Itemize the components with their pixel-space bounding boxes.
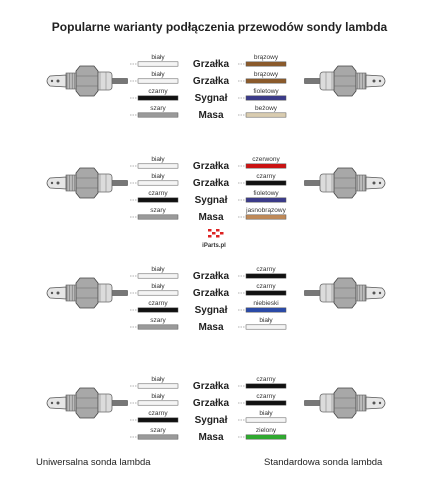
universal-wire-3-2 bbox=[130, 291, 178, 295]
universal-wire-label-3-1: biały bbox=[151, 266, 165, 273]
universal-wire-4-3 bbox=[130, 418, 178, 422]
standard-wire-label-4-2: czarny bbox=[256, 393, 276, 400]
standard-wire-label-4-3: biały bbox=[259, 410, 273, 417]
standard-wire-label-1-2: brązowy bbox=[253, 71, 279, 78]
universal-wire-label-2-1: biały bbox=[151, 156, 165, 163]
standard-wire-2-4 bbox=[238, 215, 286, 219]
standard-sensor-2 bbox=[304, 168, 385, 198]
universal-wire-3-3 bbox=[130, 308, 178, 312]
universal-wire-3-1 bbox=[130, 274, 178, 278]
iparts-logo-text: iParts.pl bbox=[202, 243, 226, 249]
universal-wire-label-2-2: biały bbox=[151, 173, 165, 180]
standard-wire-label-2-4: jasnobrązowy bbox=[246, 207, 286, 214]
universal-wire-label-4-4: szary bbox=[150, 427, 166, 434]
standard-wire-label-3-2: czarny bbox=[256, 283, 276, 290]
standard-wire-3-4 bbox=[238, 325, 286, 329]
standard-wire-4-2 bbox=[238, 401, 286, 405]
universal-wire-label-4-1: biały bbox=[151, 376, 165, 383]
standard-wire-1-2 bbox=[238, 79, 286, 83]
universal-wire-4-1 bbox=[130, 384, 178, 388]
universal-wire-2-4 bbox=[130, 215, 178, 219]
standard-wire-label-2-2: czarny bbox=[256, 173, 276, 180]
function-label-4-1: Grzałka bbox=[192, 381, 230, 392]
standard-wire-label-3-4: biały bbox=[259, 317, 273, 324]
function-label-4-2: Grzałka bbox=[192, 398, 230, 409]
universal-wire-label-1-1: biały bbox=[151, 54, 165, 61]
standard-wire-1-4 bbox=[238, 113, 286, 117]
function-label-1-1: Grzałka bbox=[192, 59, 230, 70]
universal-wire-3-4 bbox=[130, 325, 178, 329]
universal-wire-label-3-4: szary bbox=[150, 317, 166, 324]
standard-wire-1-3 bbox=[238, 96, 286, 100]
standard-sensor-1 bbox=[304, 66, 385, 96]
standard-sensor-3 bbox=[304, 278, 385, 308]
universal-wire-1-3 bbox=[130, 96, 178, 100]
standard-wire-1-1 bbox=[238, 62, 286, 66]
standard-wire-label-1-1: brązowy bbox=[253, 54, 279, 61]
function-label-2-2: Grzałka bbox=[192, 178, 230, 189]
function-label-3-3: Sygnał bbox=[194, 305, 228, 316]
standard-wire-label-1-3: fioletowy bbox=[253, 88, 279, 95]
standard-wire-3-1 bbox=[238, 274, 286, 278]
function-label-4-3: Sygnał bbox=[194, 415, 228, 426]
universal-wire-4-2 bbox=[130, 401, 178, 405]
standard-wire-label-1-4: beżowy bbox=[254, 105, 278, 112]
universal-wire-2-1 bbox=[130, 164, 178, 168]
function-label-1-3: Sygnał bbox=[194, 93, 228, 104]
standard-sensor-4 bbox=[304, 388, 385, 418]
standard-wire-3-2 bbox=[238, 291, 286, 295]
universal-wire-2-2 bbox=[130, 181, 178, 185]
function-label-4-4: Masa bbox=[198, 432, 224, 443]
standard-wire-2-1 bbox=[238, 164, 286, 168]
function-label-2-4: Masa bbox=[198, 212, 224, 223]
universal-wire-label-4-3: czarny bbox=[148, 410, 168, 417]
universal-wire-label-2-3: czarny bbox=[148, 190, 168, 197]
universal-wire-label-3-3: czarny bbox=[148, 300, 168, 307]
universal-wire-label-4-2: biały bbox=[151, 393, 165, 400]
universal-wire-1-2 bbox=[130, 79, 178, 83]
function-label-2-3: Sygnał bbox=[194, 195, 228, 206]
universal-sensor-1 bbox=[47, 66, 128, 96]
function-label-2-1: Grzałka bbox=[192, 161, 230, 172]
standard-wire-2-3 bbox=[238, 198, 286, 202]
universal-wire-label-3-2: biały bbox=[151, 283, 165, 290]
standard-wire-label-2-1: czerwony bbox=[252, 156, 280, 163]
universal-wire-label-2-4: szary bbox=[150, 207, 166, 214]
standard-wire-4-4 bbox=[238, 435, 286, 439]
standard-wire-label-4-4: zielony bbox=[255, 427, 277, 434]
standard-wire-4-3 bbox=[238, 418, 286, 422]
function-label-3-1: Grzałka bbox=[192, 271, 230, 282]
universal-wire-label-1-2: biały bbox=[151, 71, 165, 78]
universal-wire-2-3 bbox=[130, 198, 178, 202]
standard-wire-label-3-1: czarny bbox=[256, 266, 276, 273]
universal-wire-1-4 bbox=[130, 113, 178, 117]
universal-sensor-4 bbox=[47, 388, 128, 418]
standard-wire-label-3-3: niebieski bbox=[253, 300, 279, 307]
iparts-logo bbox=[202, 229, 226, 249]
footer-standard-label: Standardowa sonda lambda bbox=[264, 457, 383, 468]
standard-wire-4-1 bbox=[238, 384, 286, 388]
function-label-3-2: Grzałka bbox=[192, 288, 230, 299]
universal-wire-label-1-4: szary bbox=[150, 105, 166, 112]
universal-wire-1-1 bbox=[130, 62, 178, 66]
universal-wire-4-4 bbox=[130, 435, 178, 439]
universal-sensor-3 bbox=[47, 278, 128, 308]
standard-wire-label-2-3: fioletowy bbox=[253, 190, 279, 197]
function-label-1-4: Masa bbox=[198, 110, 224, 121]
standard-wire-3-3 bbox=[238, 308, 286, 312]
function-label-1-2: Grzałka bbox=[192, 76, 230, 87]
standard-wire-label-4-1: czarny bbox=[256, 376, 276, 383]
universal-sensor-2 bbox=[47, 168, 128, 198]
function-label-3-4: Masa bbox=[198, 322, 224, 333]
standard-wire-2-2 bbox=[238, 181, 286, 185]
footer-universal-label: Uniwersalna sonda lambda bbox=[36, 457, 151, 468]
universal-wire-label-1-3: czarny bbox=[148, 88, 168, 95]
page-title: Popularne warianty podłączenia przewodów sondy lambda bbox=[51, 20, 388, 34]
